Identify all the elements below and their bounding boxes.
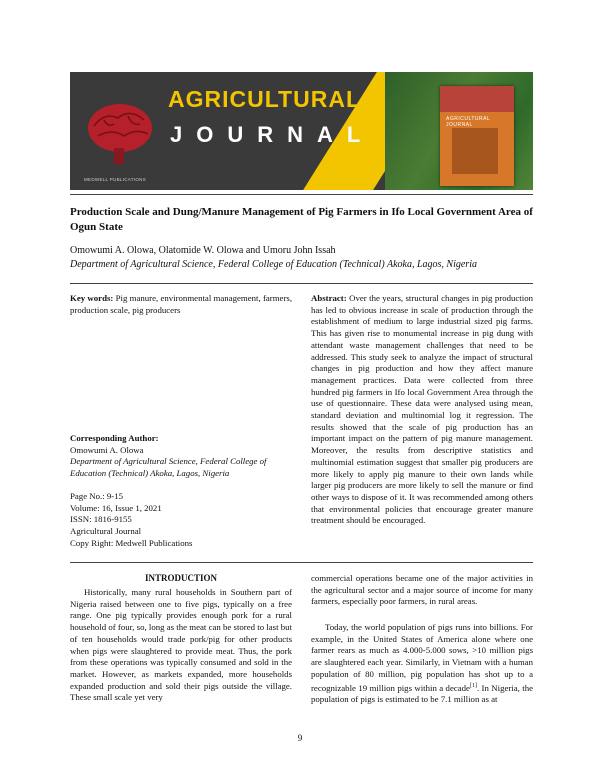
meta-volume: Volume: 16, Issue 1, 2021 (70, 502, 162, 513)
meta-copyright: Copy Right: Medwell Publications (70, 537, 193, 548)
section-divider (70, 283, 533, 284)
meta-issn: ISSN: 1816-9155 (70, 514, 132, 525)
paragraph-text-a: Today, the world population of pigs runs into billions. For example, in the United States of America alone where one farmer rears as much as 4.000-5.000 sows, >10 million pigs are slaughtered each year. Similarly, in Vietnam with a human population of 80 million, pig population has shot up to a recognizable 19 million pigs within a decade (311, 622, 533, 693)
corresponding-author-block (70, 433, 292, 480)
banner-title-line2: JOURNAL (170, 122, 375, 147)
abstract-block (311, 293, 533, 527)
keywords-label: Key words: (70, 293, 114, 303)
cover-title: AGRICULTURAL JOURNAL (446, 116, 491, 128)
header-divider (70, 194, 533, 195)
journal-cover-thumbnail (440, 86, 514, 186)
citation-ref: [1] (469, 682, 477, 689)
paragraph-text-b: . In Nigeria, the population of pigs is estimated to be 7.1 million as at (311, 682, 533, 705)
cover-image (452, 128, 498, 174)
page-number: 9 (297, 733, 303, 743)
publication-meta (70, 491, 292, 550)
article-authors: Omowumi A. Olowa, Olatomide W. Olowa and Umoru John Issah (70, 245, 336, 256)
article-affiliation: Department of Agricultural Science, Federal College of Education (Technical) Akoka, Lagos, Nigeria (70, 259, 477, 270)
introduction-paragraph-left: Historically, many rural households in Southern part of Nigeria raised between one to five pigs, typically on a free range. One pig typically provides enough pork for a rural household of four, so, long as the meat can be stored to last but of ten households would trade pork/pig for other products when pigs were slaughtered to provide meat. Thus, the pork from these operations was typically consumed and sold in the market. However, as markets expanded, more households expanded production and sold their pigs outside the village. These small scale yet very (70, 587, 292, 703)
article-title: Production Scale and Dung/Manure Management of Pig Farmers in Ifo Local Government Area of Ogun State (70, 206, 533, 233)
corresponding-label: Corresponding Author: (70, 433, 159, 443)
publisher-caption: MEDWELL PUBLICATIONS (84, 177, 147, 182)
keywords-block (70, 293, 292, 316)
abstract-text: Over the years, structural changes in pig production has led to obvious increase in scale of production through the establishment of medium to large industrial sized pig farms. This has given rise to monumental increase in pig dung with attendant waste management challenges that need to be addressed. This study seek to analyze the impact of structural changes in pig production and how they affect manure management practices. Data were collected from three hundred pig farmers in Ifo local Government Area through the use of questionnaire. These data were analysed using mean, standard deviation and multinomial log it regression. The results showed that the scale of pig production has an important impact on the pattern of pig manure management. Moreover, the results from descriptive statistics and multinomial estimation suggest that smaller pig producers are more likely to apply pig manure to their own lands while larger pig producers are more likely to sell the manure or find other ways to dispose of it. It was recommended among others that environmental policies that encourage greater manure treatment should be encouraged. (311, 293, 533, 526)
journal-banner (70, 72, 533, 190)
keywords-text: Pig manure, environmental management, farmers, production scale, pig producers (70, 293, 293, 315)
body-divider (70, 562, 533, 563)
meta-journal: Agricultural Journal (70, 526, 142, 537)
corresponding-affiliation: Department of Agricultural Science, Federal College of Education (Technical) Akoka, Lagos, Nigeria (70, 456, 267, 479)
corresponding-name: Omowumi A. Olowa (70, 444, 144, 455)
introduction-heading: INTRODUCTION (144, 573, 217, 583)
meta-pages: Page No.: 9-15 (70, 491, 124, 501)
brain-logo-icon (84, 98, 156, 168)
introduction-paragraph-right-2 (311, 622, 533, 706)
abstract-label: Abstract: (311, 293, 347, 303)
introduction-paragraph-right-1: commercial operations became one of the major activities in the agricultural sector and a major source of income for many farmers, especially poor farmers, in rural areas. (311, 573, 533, 607)
cover-header (440, 86, 514, 112)
banner-title-line1: AGRICULTURAL (168, 86, 361, 112)
